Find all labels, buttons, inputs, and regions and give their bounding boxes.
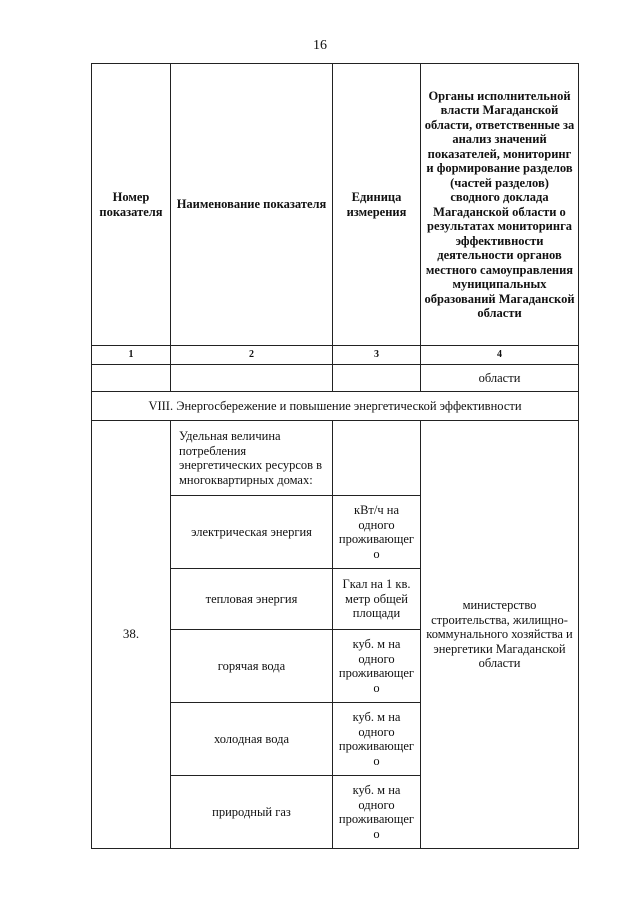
indicator-row-unit: кВт/ч на одного проживающего [333,496,421,569]
indicator-row-unit: куб. м на одного проживающего [333,630,421,703]
section-row [92,392,579,421]
indicator-intro-unit-empty [333,421,421,496]
indicator-intro: Удельная величина потребления энергетических ресурсов в многоквартирных домах: [171,421,333,496]
indicators-table [91,63,579,849]
indicator-intro-row [92,421,579,496]
header-responsible-authority: Органы исполнительной власти Магаданской области, ответственные за анализ значений показателей, мониторинг и формирование разделов (частей разделов) сводного доклада Магаданской области о результатах мониторинга эффективности деятельности органов местного самоуправления муниципальных образований Магаданской области [421,64,579,346]
header-indicator-number: Номер показателя [92,64,171,346]
continuation-cell-empty [92,365,171,392]
indicator-number: 38. [92,421,171,849]
continuation-cell-authority: области [421,365,579,392]
indicator-row-name: холодная вода [171,703,333,776]
continuation-cell-empty [333,365,421,392]
continuation-cell-empty [171,365,333,392]
indicator-row-name: горячая вода [171,630,333,703]
column-number: 4 [421,346,579,365]
header-indicator-name: Наименование показателя [171,64,333,346]
column-number: 1 [92,346,171,365]
header-unit: Единица измерения [333,64,421,346]
continuation-row [92,365,579,392]
column-numbers-row [92,346,579,365]
indicator-row-name: природный газ [171,776,333,849]
column-number: 3 [333,346,421,365]
indicator-row-unit: куб. м на одного проживающего [333,703,421,776]
indicator-row-name: электрическая энергия [171,496,333,569]
indicator-row-unit: куб. м на одного проживающего [333,776,421,849]
section-title: VIII. Энергосбережение и повышение энергетической эффективности [92,392,579,421]
page-number: 16 [313,38,327,53]
indicator-row-name: тепловая энергия [171,569,333,630]
indicator-responsible-authority: министерство строительства, жилищно-коммунального хозяйства и энергетики Магаданской области [421,421,579,849]
indicator-row-unit: Гкал на 1 кв. метр общей площади [333,569,421,630]
column-number: 2 [171,346,333,365]
table-header-row [92,64,579,346]
